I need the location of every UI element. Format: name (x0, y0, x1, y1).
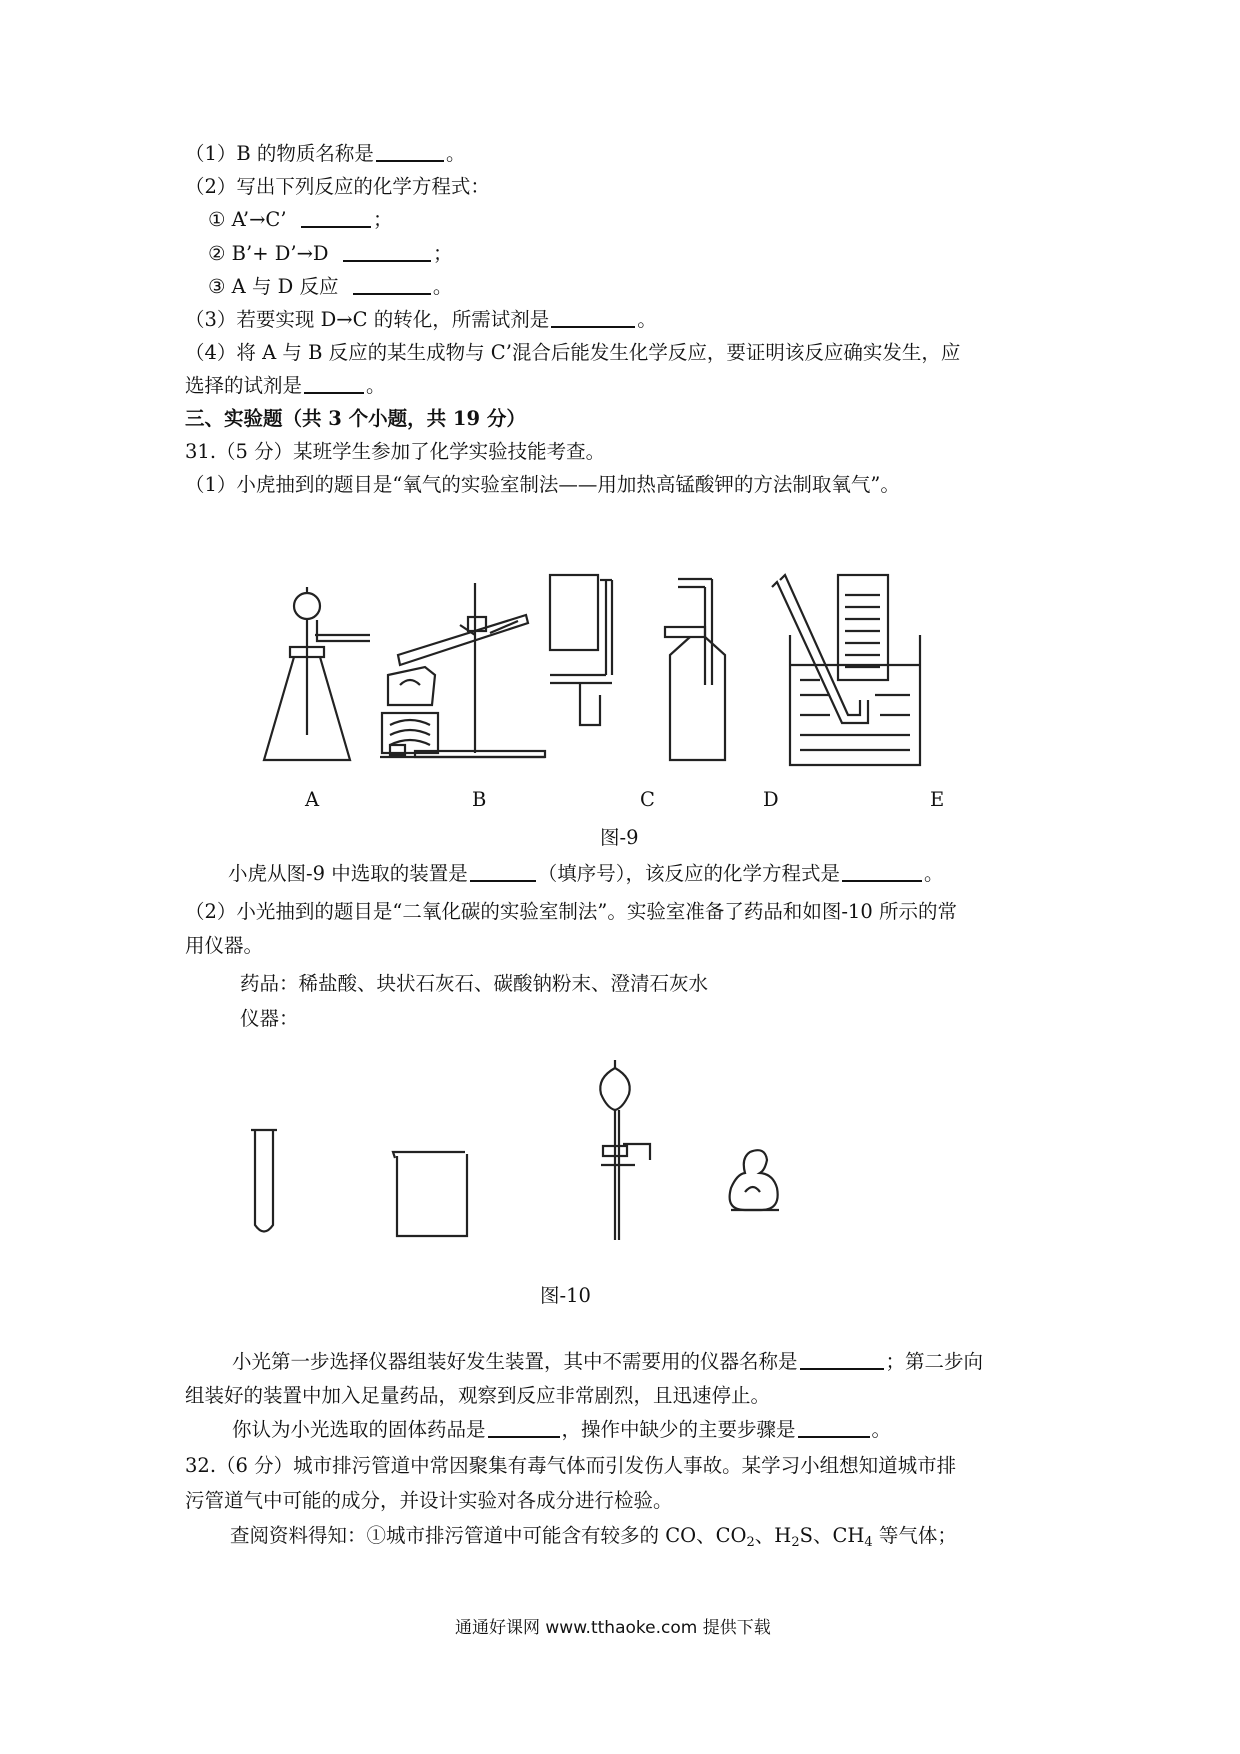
q30-part3-text: （3）若要实现 D→C 的转化，所需试剂是 (185, 308, 550, 331)
fig9-caption: 图-9 (600, 826, 639, 849)
answer-blank[interactable] (301, 206, 371, 228)
q31-part1-question (228, 860, 943, 888)
q31-part2-q1-text: 小光第一步选择仪器组装好发生装置，其中不需要用的仪器名称是 (232, 1350, 798, 1373)
q30-eq2 (208, 240, 452, 268)
q31-part2-q2-end: 。 (871, 1418, 892, 1441)
subscript: 2 (791, 1535, 800, 1550)
q31-part2-q2-text2: ，操作中缺少的主要步骤是 (561, 1418, 796, 1441)
eq2-end: ； (432, 242, 453, 265)
q30-part1 (185, 140, 465, 168)
fig10-caption: 图-10 (540, 1284, 591, 1307)
q30-part2: （2）写出下列反应的化学方程式： (185, 175, 490, 198)
answer-blank[interactable] (798, 1416, 870, 1438)
subscript: 4 (864, 1535, 873, 1550)
answer-blank[interactable] (304, 372, 364, 394)
apparatus-b-heating-setup (380, 583, 545, 757)
eq2-label: ② B’+ D’→D (208, 242, 329, 265)
q31-part2-q1 (232, 1348, 983, 1376)
q30-part1-end: 。 (445, 142, 466, 165)
answer-blank[interactable] (376, 140, 444, 162)
eq3-end: 。 (432, 275, 453, 298)
q31-part1-q-end: 。 (923, 862, 944, 885)
q32-line3-a: 查阅资料得知：①城市排污管道中可能含有较多的 CO、CO (230, 1524, 747, 1547)
q30-part4-line1: （4）将 A 与 B 反应的某生成物与 C’混合后能发生化学反应，要证明该反应确实发生，应 (185, 341, 961, 364)
answer-blank[interactable] (353, 273, 431, 295)
q31-part1-q-text2: （填序号），该反应的化学方程式是 (537, 862, 840, 885)
figure-9 (260, 575, 1040, 775)
fig9-label-c: C (640, 788, 655, 811)
apparatus-a-flask-funnel (264, 587, 370, 760)
fig9-label-b: B (472, 788, 487, 811)
q30-eq1 (208, 206, 392, 234)
q31-intro: 31.（5 分）某班学生参加了化学实验技能考查。 (185, 440, 606, 463)
q32-line3-d: 等气体； (872, 1524, 957, 1547)
q31-part2-q1-line2: 组装好的装置中加入足量药品，观察到反应非常剧烈，且迅速停止。 (185, 1384, 771, 1407)
q30-part3 (185, 306, 657, 334)
answer-blank[interactable] (551, 306, 635, 328)
q31-part1: （1）小虎抽到的题目是“氧气的实验室制法——用加热高锰酸钾的方法制取氧气”。 (185, 473, 900, 496)
eq1-label: ① A’→C’ (208, 208, 287, 231)
apparatus-c-collection-bottle (550, 575, 612, 725)
q30-eq3 (208, 273, 452, 301)
q32-line3 (230, 1522, 957, 1557)
q30-part3-end: 。 (637, 308, 657, 331)
q31-part2-line1: （2）小光抽到的题目是“二氧化碳的实验室制法”。实验室准备了药品和如图-10 所示的常 (185, 900, 957, 923)
fig9-label-d: D (763, 788, 779, 811)
answer-blank[interactable] (470, 860, 536, 882)
q31-part1-q-text: 小虎从图-9 中选取的装置是 (228, 862, 468, 885)
q32-line3-b: 、H (754, 1524, 792, 1547)
apparatus-e-water-trough (772, 575, 920, 765)
q31-part2-q1-text2: ；第二步向 (885, 1350, 984, 1373)
q30-part4-line2 (185, 372, 386, 400)
q31-part2-line2: 用仪器。 (185, 934, 264, 957)
apparatus-d-collection-bottle (665, 579, 725, 760)
figure-10 (245, 1060, 825, 1260)
alcohol-lamp-icon (730, 1150, 779, 1210)
q32-line2: 污管道气中可能的成分，并设计实验对各成分进行检验。 (185, 1489, 673, 1512)
test-tube-icon (251, 1130, 277, 1232)
reagents-line: 药品：稀盐酸、块状石灰石、碳酸钠粉末、澄清石灰水 (240, 972, 709, 995)
q32-line1: 32.（6 分）城市排污管道中常因聚集有毒气体而引发伤人事故。某学习小组想知道城市排 (185, 1454, 957, 1477)
separatory-funnel-icon (600, 1060, 650, 1240)
beaker-icon (393, 1152, 467, 1236)
page-footer: 通通好课网 www.tthaoke.com 提供下载 (455, 1618, 771, 1638)
fig9-label-a: A (305, 788, 320, 811)
section-heading: 三、实验题（共 3 个小题，共 19 分） (185, 407, 526, 430)
eq1-end: ； (372, 208, 393, 231)
q31-part2-q2-text: 你认为小光选取的固体药品是 (232, 1418, 486, 1441)
subscript: 2 (746, 1535, 755, 1550)
answer-blank[interactable] (800, 1348, 884, 1370)
answer-blank[interactable] (842, 860, 922, 882)
q30-part1-text: （1）B 的物质名称是 (185, 142, 374, 165)
answer-blank[interactable] (488, 1416, 560, 1438)
q30-part4-end: 。 (366, 374, 386, 397)
fig9-label-e: E (930, 788, 945, 811)
q32-line3-c: S、CH (799, 1524, 865, 1547)
eq3-label: ③ A 与 D 反应 (208, 275, 339, 298)
instruments-line: 仪器： (240, 1007, 299, 1030)
q30-part4-text: 选择的试剂是 (185, 374, 303, 397)
q31-part2-q2 (232, 1416, 891, 1444)
answer-blank[interactable] (343, 240, 431, 262)
